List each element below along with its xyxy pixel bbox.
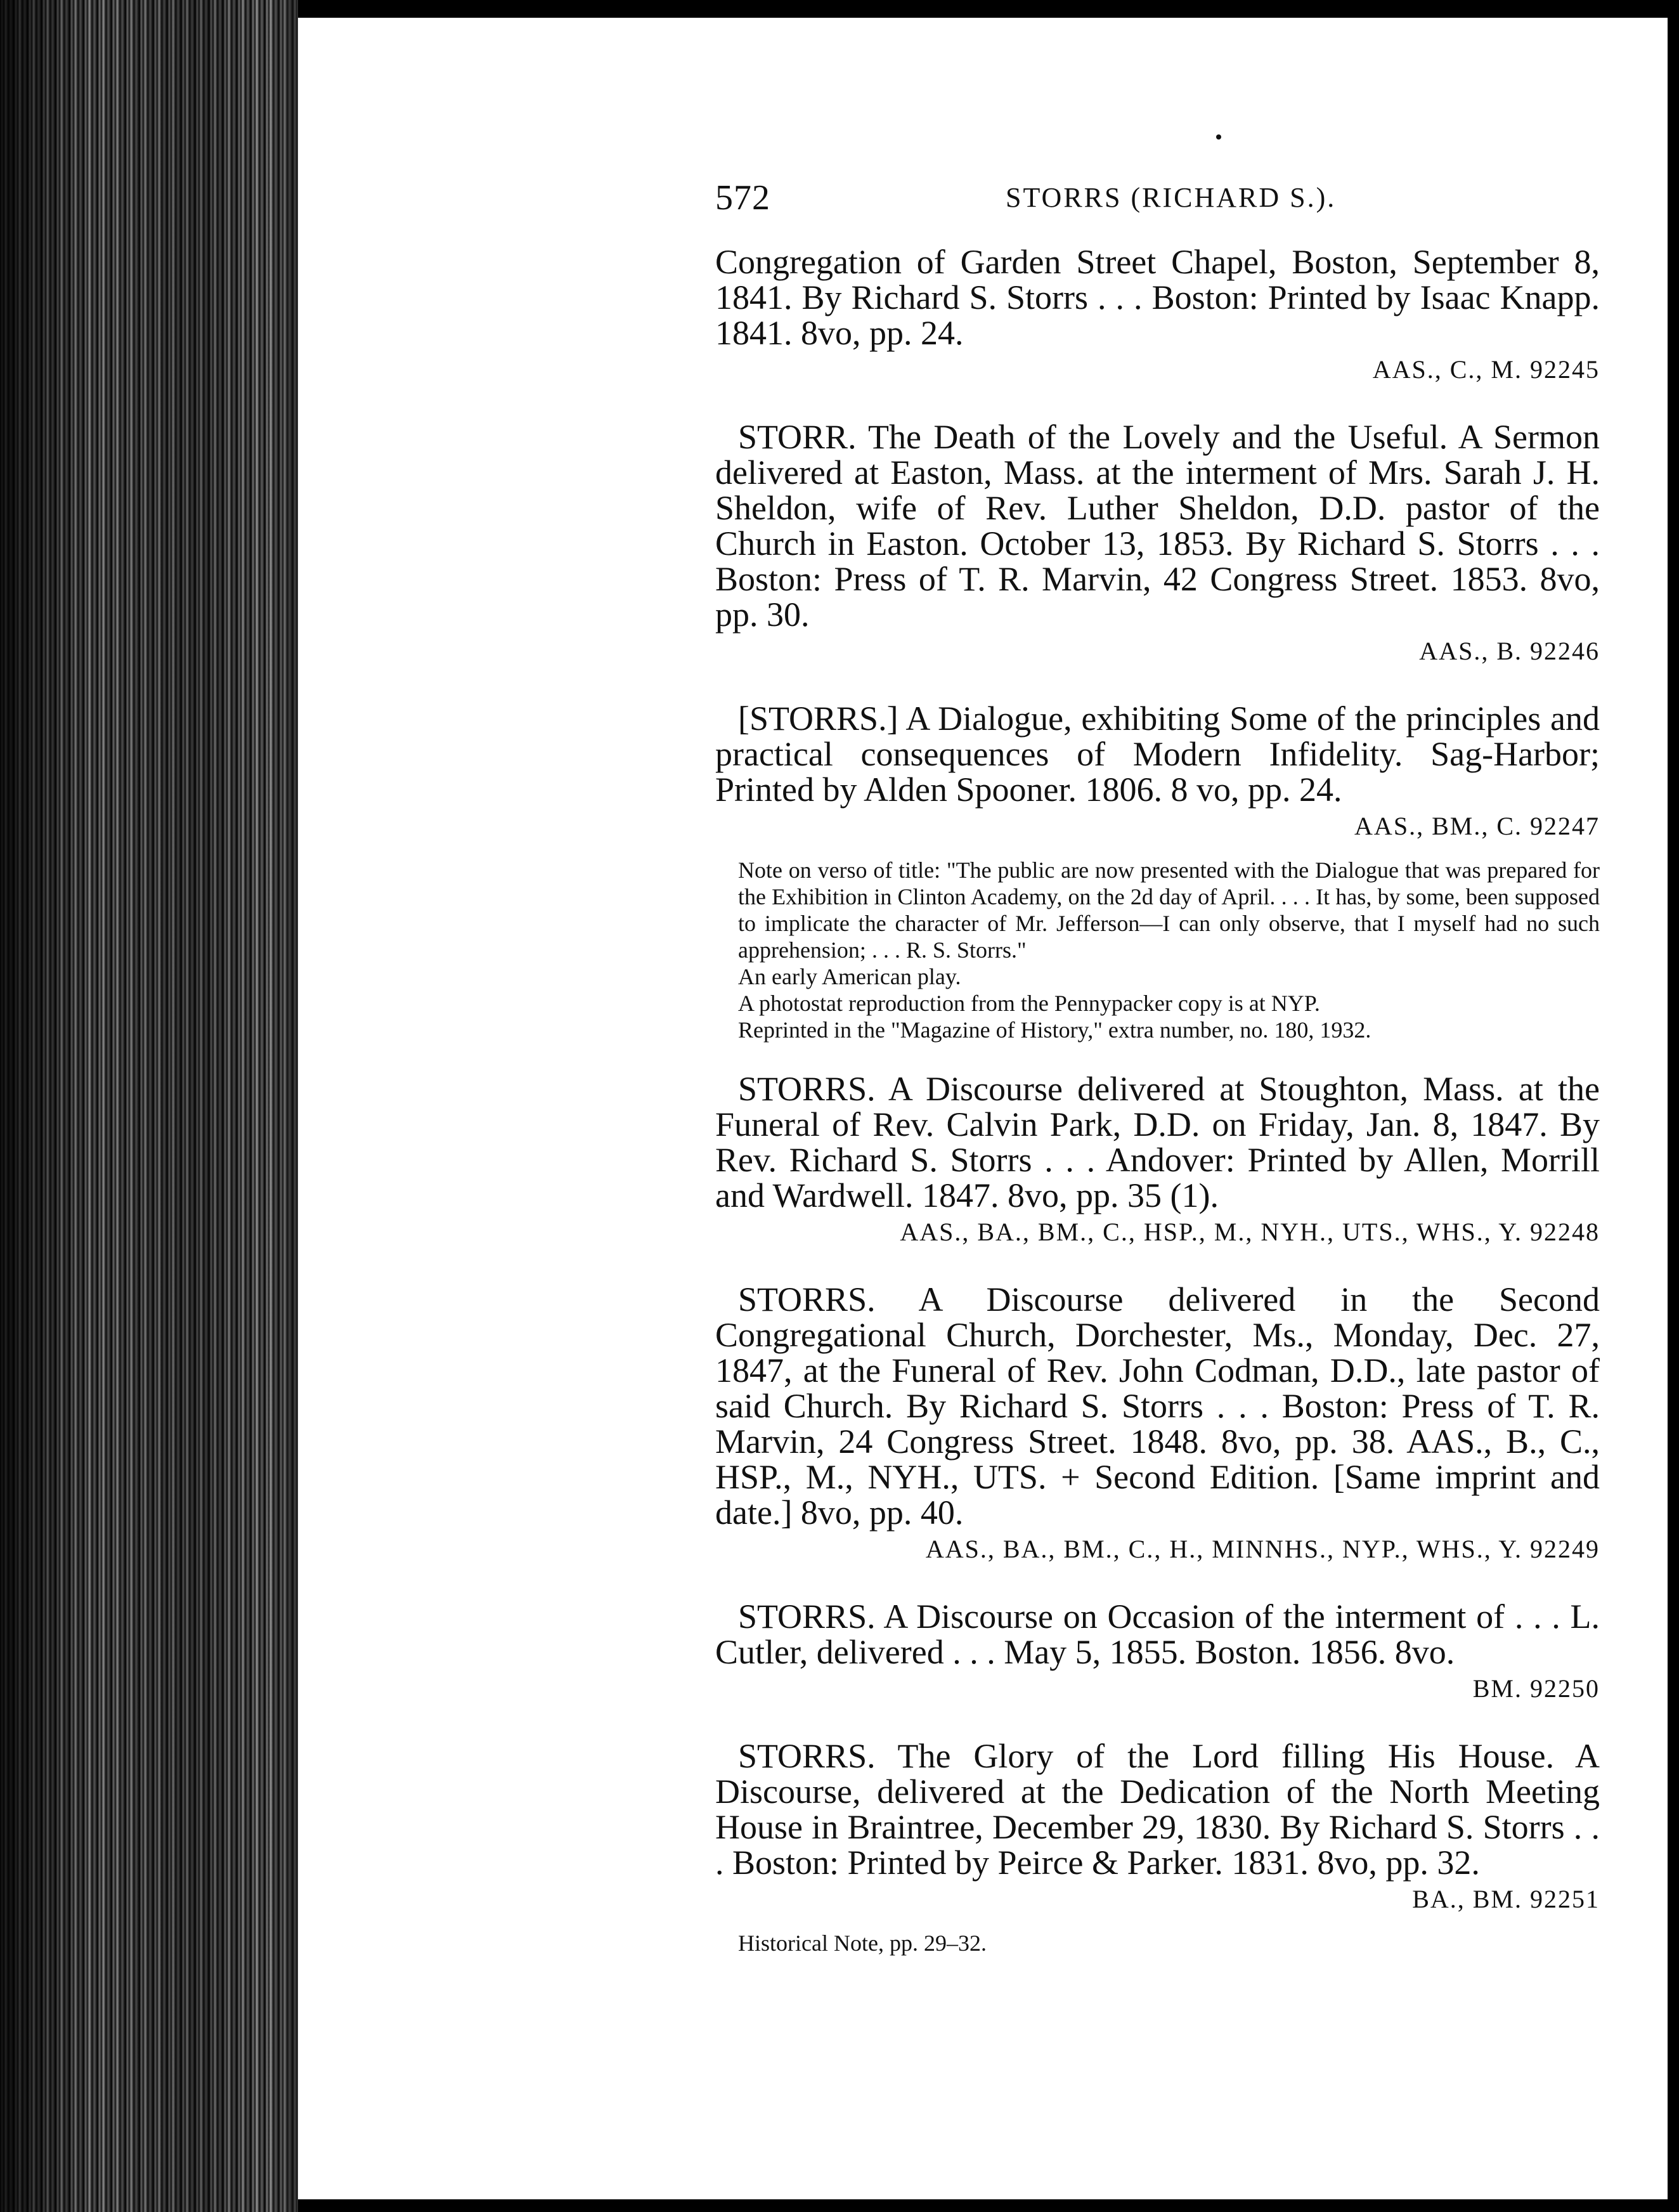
entry-92245 [715,244,1600,387]
entry-92247 [715,701,1600,844]
entry-locations: AAS., C., M. 92245 [1372,355,1600,384]
page-number: 572 [715,178,770,218]
bibliography-entries [715,244,1600,1984]
entry-locations: AAS., BM., C. 92247 [1354,812,1600,840]
entry-locations: AAS., BA., BM., C., HSP., M., NYH., UTS., WHS., Y. 92248 [900,1218,1600,1246]
entry-text: STORRS. The Glory of the Lord filling His House. A Discourse, delivered at the Dedication of the North Meeting House in Braintree, December 29, 1830. By Richard S. Storrs . . . Boston: Printed by Peirce & Parker. 1831. 8vo, pp. 32. [715,1737,1600,1882]
entry-text: STORR. The Death of the Lovely and the Useful. A Sermon delivered at Easton, Mass. at the interment of Mrs. Sarah J. H. Sheldon, wife of Rev. Luther Sheldon, D.D. pastor of the Church in Easton. October 13, 1853. By Richard S. Storrs . . . Boston: Press of T. R. Marvin, 42 Congress Street. 1853. 8vo, pp. 30. [715,418,1600,634]
scan-binding-shadow [0,0,298,2212]
note-line: An early American play. [738,964,961,989]
entry-text: STORRS. A Discourse delivered at Stoughton, Mass. at the Funeral of Rev. Calvin Park, D.D. on Friday, Jan. 8, 1847. By Rev. Richard S. Storrs . . . Andover: Printed by Allen, Morrill and Wardwell. 1847. 8vo, pp. 35 (1). [715,1070,1600,1214]
note-line: A photostat reproduction from the Pennypacker copy is at NYP. [738,991,1320,1016]
entry-92248 [715,1071,1600,1250]
entry-locations: AAS., BA., BM., C., H., MINNHS., NYP., WHS., Y. 92249 [925,1535,1600,1563]
entry-locations: BA., BM. 92251 [1412,1885,1600,1913]
entry-text: [STORRS.] A Dialogue, exhibiting Some of the principles and practical consequences of Modern Infidelity. Sag-Harbor; Printed by Alden Spooner. 1806. 8 vo, pp. 24. [715,699,1600,809]
entry-92249 [715,1282,1600,1567]
entry-92246 [715,419,1600,669]
entry-text: STORRS. A Discourse on Occasion of the interment of . . . L. Cutler, delivered . . . May 5, 1855. Boston. 1856. 8vo. [715,1597,1600,1671]
note-line: Reprinted in the "Magazine of History," extra number, no. 180, 1932. [738,1017,1371,1043]
entry-notes [715,857,1600,1043]
entry-locations: BM. 92250 [1472,1674,1600,1703]
entry-text: STORRS. A Discourse delivered in the Second Congregational Church, Dorchester, Ms., Monday, Dec. 27, 1847, at the Funeral of Rev. John Codman, D.D., late pastor of said Church. By Richard S. Storrs . . . Boston: Press of T. R. Marvin, 24 Congress Street. 1848. 8vo, pp. 38. AAS., B., C., HSP., M., NYH., UTS. + Second Edition. [Same imprint and date.] 8vo, pp. 40. [715,1280,1600,1532]
note-line: Note on verso of title: "The public are now presented with the Dialogue that was prepared for the Exhibition in Clinton Academy, on the 2d day of April. . . . It has, by some, been supposed to implicate the character of Mr. Jefferson—I can only observe, that I myself had no such apprehension; . . . R. S. Storrs." [738,857,1600,963]
note-line: Historical Note, pp. 29–32. [738,1930,987,1956]
entry-notes [715,1930,1600,1956]
entry-text: Congregation of Garden Street Chapel, Boston, September 8, 1841. By Richard S. Storrs . . . Boston: Printed by Isaac Knapp. 1841. 8vo, pp. 24. [715,243,1600,352]
page-speck [1216,134,1221,140]
entry-92250 [715,1599,1600,1707]
entry-92251 [715,1738,1600,1917]
page-header [715,178,1600,228]
running-head: STORRS (RICHARD S.). [1006,182,1337,213]
entry-locations: AAS., B. 92246 [1419,637,1600,665]
